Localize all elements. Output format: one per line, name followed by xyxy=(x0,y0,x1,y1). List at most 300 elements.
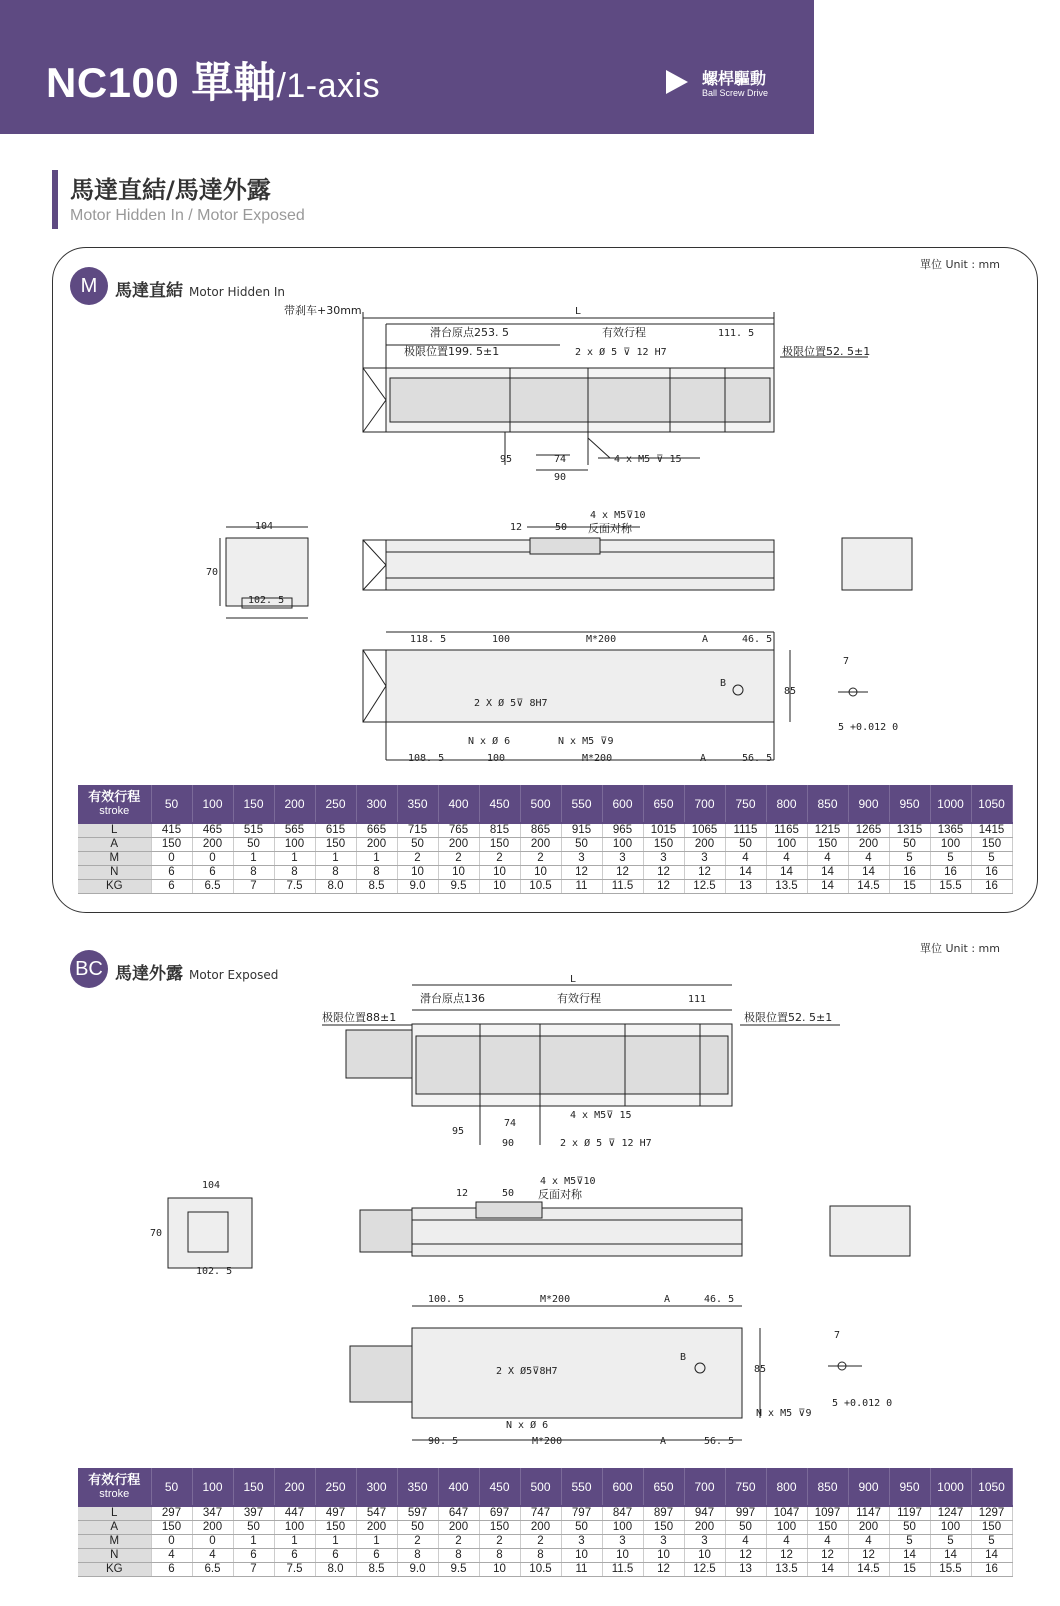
table-cell: 6 xyxy=(274,1549,315,1563)
table-cell: 3 xyxy=(561,852,602,866)
table-cell: 8 xyxy=(479,1549,520,1563)
table-cell: 8 xyxy=(397,1549,438,1563)
table-cell: 14 xyxy=(807,1563,848,1577)
sym2-label: 反面对称 xyxy=(538,1188,582,1201)
table-cell: 50 xyxy=(561,1521,602,1535)
table-cell: 2 xyxy=(397,852,438,866)
stroke-col-header: 550 xyxy=(561,785,602,823)
A2-label: A xyxy=(700,753,707,764)
table-cell: 8 xyxy=(233,866,274,880)
table-cell: 10 xyxy=(643,1549,684,1563)
A2-2-label: A xyxy=(660,1436,667,1447)
table-cell: 12 xyxy=(807,1549,848,1563)
table-cell: 100 xyxy=(766,1521,807,1535)
stroke-col-header: 150 xyxy=(233,785,274,823)
row-label: M xyxy=(78,1535,151,1549)
row-label: A xyxy=(78,1521,151,1535)
table-cell: 12 xyxy=(602,866,643,880)
table-cell: 100 xyxy=(274,838,315,852)
table-cell: 15.5 xyxy=(930,1563,971,1577)
table-cell: 8.0 xyxy=(315,880,356,894)
table-cell: 1 xyxy=(274,1535,315,1549)
table-cell: 8 xyxy=(356,866,397,880)
brake-block xyxy=(363,368,386,432)
table-cell: 50 xyxy=(889,838,930,852)
table-cell: 3 xyxy=(643,852,684,866)
table-cell: 12 xyxy=(643,1563,684,1577)
table-cell: 965 xyxy=(602,823,643,838)
table-cell: 815 xyxy=(479,823,520,838)
table-cell: 150 xyxy=(479,1521,520,1535)
table-cell: 4 xyxy=(725,852,766,866)
table-cell: 3 xyxy=(602,1535,643,1549)
motor-block-top xyxy=(346,1030,412,1078)
table-cell: 5 xyxy=(889,852,930,866)
table-cell: 12 xyxy=(766,1549,807,1563)
table-cell: 200 xyxy=(356,1521,397,1535)
sym-label: 反面对称 xyxy=(588,522,632,535)
table-cell: 11.5 xyxy=(602,880,643,894)
actuator-body-bottom-2 xyxy=(412,1328,742,1418)
table-cell: 4 xyxy=(151,1549,192,1563)
table-cell: 200 xyxy=(192,1521,233,1535)
m5-10-label: 4 x M5⊽10 xyxy=(590,510,646,521)
table-cell: 13 xyxy=(725,1563,766,1577)
table-cell: 14 xyxy=(807,880,848,894)
table-cell: 10 xyxy=(397,866,438,880)
B-label: B xyxy=(720,678,727,689)
stroke-col-header: 600 xyxy=(602,785,643,823)
table-cell: 200 xyxy=(192,838,233,852)
table-cell: 8 xyxy=(274,866,315,880)
table-cell: 5 xyxy=(971,1535,1012,1549)
table-cell: 1 xyxy=(315,852,356,866)
stroke-col-header: 1000 xyxy=(930,1468,971,1506)
table-cell: 150 xyxy=(807,1521,848,1535)
table-cell: 6 xyxy=(315,1549,356,1563)
table-cell: 11 xyxy=(561,1563,602,1577)
table-cell: 2 xyxy=(479,1535,520,1549)
table-cell: 16 xyxy=(971,880,1012,894)
table-cell: 415 xyxy=(151,823,192,838)
d905-label: 90. 5 xyxy=(428,1436,459,1447)
unit-label: 單位 Unit : mm xyxy=(919,258,1000,271)
table-cell: 200 xyxy=(848,1521,889,1535)
d100a-label: 100 xyxy=(492,634,511,645)
table-cell: 1147 xyxy=(848,1506,889,1521)
d1085-label: 108. 5 xyxy=(408,753,445,764)
table-cell: 14 xyxy=(971,1549,1012,1563)
stroke-col-header: 700 xyxy=(684,1468,725,1506)
table-cell: 50 xyxy=(397,1521,438,1535)
table-cell: 4 xyxy=(766,1535,807,1549)
table-cell: 1065 xyxy=(684,823,725,838)
drive-type-en: Ball Screw Drive xyxy=(702,88,769,98)
d90-label: 90 xyxy=(554,472,567,483)
stroke-col-header: 350 xyxy=(397,785,438,823)
table-cell: 2 xyxy=(520,1535,561,1549)
stroke-col-header: 600 xyxy=(602,1468,643,1506)
table-cell: 765 xyxy=(438,823,479,838)
stroke-col-header: 250 xyxy=(315,1468,356,1506)
d95-label: 95 xyxy=(500,454,513,465)
table-cell: 797 xyxy=(561,1506,602,1521)
spec-table-hidden xyxy=(78,785,1013,894)
table-cell: 8.0 xyxy=(315,1563,356,1577)
motor-exposed-title: 馬達外露 Motor Exposed xyxy=(115,964,279,984)
d85-2-label: 85 xyxy=(754,1364,767,1375)
d95-2-label: 95 xyxy=(452,1126,465,1137)
table-cell: 16 xyxy=(889,866,930,880)
table-cell: 8 xyxy=(438,1549,479,1563)
stroke-col-header: 550 xyxy=(561,1468,602,1506)
stroke-col-header: 300 xyxy=(356,1468,397,1506)
table-cell: 14.5 xyxy=(848,1563,889,1577)
stroke-header: 有效行程 stroke xyxy=(78,1468,151,1506)
table-cell: 7.5 xyxy=(274,880,315,894)
table-cell: 3 xyxy=(684,1535,725,1549)
end-view-left-2 xyxy=(168,1198,252,1268)
table-cell: 100 xyxy=(930,838,971,852)
m5-10-2-label: 4 x M5⊽10 xyxy=(540,1176,596,1187)
origin-label: 滑台原点253. 5 xyxy=(430,326,509,339)
table-cell: 200 xyxy=(438,1521,479,1535)
table-cell: 8 xyxy=(520,1549,561,1563)
stroke-col-header: 1050 xyxy=(971,785,1012,823)
table-cell: 200 xyxy=(848,838,889,852)
table-cell: 0 xyxy=(192,852,233,866)
table-cell: 100 xyxy=(766,838,807,852)
A1-2-label: A xyxy=(664,1294,671,1305)
table-cell: 1197 xyxy=(889,1506,930,1521)
d7-label: 7 xyxy=(843,656,850,667)
table-cell: 9.0 xyxy=(397,880,438,894)
A1-label: A xyxy=(702,634,709,645)
row-label: KG xyxy=(78,1563,151,1577)
table-cell: 16 xyxy=(971,866,1012,880)
table-cell: 14 xyxy=(848,866,889,880)
d50-2-label: 50 xyxy=(502,1188,515,1199)
table-cell: 715 xyxy=(397,823,438,838)
table-cell: 6 xyxy=(151,866,192,880)
table-cell: 100 xyxy=(602,838,643,852)
d70-2-label: 70 xyxy=(150,1228,163,1239)
limit-right-label: 极限位置52. 5±1 xyxy=(782,345,871,358)
stroke-col-header: 750 xyxy=(725,785,766,823)
stroke-col-header: 700 xyxy=(684,785,725,823)
table-cell: 6 xyxy=(151,880,192,894)
table-cell: 4 xyxy=(848,1535,889,1549)
table-cell: 12.5 xyxy=(684,880,725,894)
table-cell: 697 xyxy=(479,1506,520,1521)
nhole2-label: N x Ø 6 xyxy=(506,1420,549,1431)
m5-15-label: 4 x M5 ⊽ 15 xyxy=(614,454,682,465)
table-cell: 10.5 xyxy=(520,880,561,894)
table-cell: 8 xyxy=(315,866,356,880)
table-row xyxy=(78,1549,1012,1563)
table-cell: 947 xyxy=(684,1506,725,1521)
drive-type-zh: 螺桿驅動 xyxy=(702,69,767,88)
table-cell: 4 xyxy=(807,1535,848,1549)
table-cell: 11.5 xyxy=(602,1563,643,1577)
table-cell: 14.5 xyxy=(848,880,889,894)
table-cell: 13.5 xyxy=(766,1563,807,1577)
hole-pin2-label: 2 x Ø 5 ⊽ 12 H7 xyxy=(560,1138,652,1149)
table-cell: 297 xyxy=(151,1506,192,1521)
limit-right2-label: 极限位置52. 5±1 xyxy=(744,1011,833,1024)
stroke-col-header: 900 xyxy=(848,1468,889,1506)
brake-label: 带刹车+30mm xyxy=(284,304,362,317)
d74-2-label: 74 xyxy=(504,1118,517,1129)
stroke-col-header: 50 xyxy=(151,785,192,823)
table-cell: 50 xyxy=(725,838,766,852)
table-cell: 10 xyxy=(479,1563,520,1577)
row-label: N xyxy=(78,1549,151,1563)
table-cell: 200 xyxy=(520,838,561,852)
table-cell: 50 xyxy=(725,1521,766,1535)
row-label: L xyxy=(78,823,151,838)
table-cell: 50 xyxy=(233,1521,274,1535)
table-cell: 8.5 xyxy=(356,880,397,894)
table-cell: 100 xyxy=(274,1521,315,1535)
actuator-body-side-2 xyxy=(412,1208,742,1256)
motor-hidden-badge: M xyxy=(70,267,108,305)
stroke-col-header: 850 xyxy=(807,785,848,823)
table-cell: 150 xyxy=(151,838,192,852)
d465-label: 46. 5 xyxy=(742,634,773,645)
table-cell: 547 xyxy=(356,1506,397,1521)
table-cell: 12.5 xyxy=(684,1563,725,1577)
stroke-col-header: 850 xyxy=(807,1468,848,1506)
stroke-col-header: 650 xyxy=(643,785,684,823)
section-title-zh: 馬達直結/馬達外露 xyxy=(70,176,271,204)
table-cell: 1415 xyxy=(971,823,1012,838)
table-cell: 0 xyxy=(192,1535,233,1549)
spec-table-exposed xyxy=(78,1468,1013,1577)
table-cell: 915 xyxy=(561,823,602,838)
table-cell: 150 xyxy=(971,838,1012,852)
table-cell: 1 xyxy=(356,1535,397,1549)
table-cell: 565 xyxy=(274,823,315,838)
table-cell: 150 xyxy=(643,1521,684,1535)
d1025-2-label: 102. 5 xyxy=(196,1266,233,1277)
table-cell: 6 xyxy=(151,1563,192,1577)
row-label: KG xyxy=(78,880,151,894)
table-cell: 14 xyxy=(807,866,848,880)
m200b-label: M*200 xyxy=(582,753,613,764)
nm5-2-label: N x M5 ⊽9 xyxy=(756,1408,812,1419)
table-cell: 1 xyxy=(233,1535,274,1549)
stroke-col-header: 800 xyxy=(766,1468,807,1506)
table-cell: 615 xyxy=(315,823,356,838)
table-cell: 5 xyxy=(930,1535,971,1549)
table-cell: 16 xyxy=(930,866,971,880)
table-cell: 14 xyxy=(766,866,807,880)
stroke-header: 有效行程 stroke xyxy=(78,785,151,823)
table-cell: 6 xyxy=(233,1549,274,1563)
limit-left-label: 极限位置199. 5±1 xyxy=(404,345,500,358)
table-row xyxy=(78,880,1012,894)
stroke-col-header: 50 xyxy=(151,1468,192,1506)
table-cell: 1 xyxy=(356,852,397,866)
table-cell: 150 xyxy=(479,838,520,852)
table-cell: 3 xyxy=(602,852,643,866)
table-cell: 9.0 xyxy=(397,1563,438,1577)
table-row xyxy=(78,838,1012,852)
table-cell: 10 xyxy=(561,1549,602,1563)
motor-exposed-badge: BC xyxy=(70,950,108,988)
d565-2-label: 56. 5 xyxy=(704,1436,735,1447)
stroke2-label: 有效行程 xyxy=(557,992,601,1005)
table-cell: 647 xyxy=(438,1506,479,1521)
table-row xyxy=(78,866,1012,880)
table-cell: 1247 xyxy=(930,1506,971,1521)
table-cell: 2 xyxy=(479,852,520,866)
table-cell: 50 xyxy=(397,838,438,852)
table-cell: 11 xyxy=(561,880,602,894)
d100b-label: 100 xyxy=(487,753,506,764)
table-cell: 150 xyxy=(643,838,684,852)
table-cell: 897 xyxy=(643,1506,684,1521)
table-cell: 10 xyxy=(520,866,561,880)
stroke-col-header: 500 xyxy=(520,1468,561,1506)
table-cell: 13.5 xyxy=(766,880,807,894)
d465-2-label: 46. 5 xyxy=(704,1294,735,1305)
table-cell: 1 xyxy=(315,1535,356,1549)
table-cell: 13 xyxy=(725,880,766,894)
table-cell: 1265 xyxy=(848,823,889,838)
table-cell: 15 xyxy=(889,880,930,894)
table-cell: 150 xyxy=(807,838,848,852)
row-label: N xyxy=(78,866,151,880)
d85-label: 85 xyxy=(784,686,797,697)
motor-hidden-title: 馬達直結 Motor Hidden In xyxy=(115,281,286,301)
stroke-col-header: 150 xyxy=(233,1468,274,1506)
table-cell: 3 xyxy=(561,1535,602,1549)
table-cell: 6 xyxy=(356,1549,397,1563)
table-cell: 12 xyxy=(643,866,684,880)
table-cell: 4 xyxy=(766,852,807,866)
m200a2-label: M*200 xyxy=(540,1294,571,1305)
table-row xyxy=(78,1506,1012,1521)
table-cell: 1 xyxy=(233,852,274,866)
right-end2-label: 111 xyxy=(688,994,707,1005)
table-cell: 200 xyxy=(684,1521,725,1535)
table-cell: 1115 xyxy=(725,823,766,838)
table-cell: 9.5 xyxy=(438,1563,479,1577)
actuator-body-bottom xyxy=(386,650,774,722)
d7-2-label: 7 xyxy=(834,1330,841,1341)
table-cell: 4 xyxy=(848,852,889,866)
table-cell: 9.5 xyxy=(438,880,479,894)
table-row xyxy=(78,1521,1012,1535)
table-cell: 12 xyxy=(561,866,602,880)
stroke-col-header: 450 xyxy=(479,1468,520,1506)
table-cell: 15 xyxy=(889,1563,930,1577)
table-cell: 665 xyxy=(356,823,397,838)
d1185-label: 118. 5 xyxy=(410,634,447,645)
table-cell: 10 xyxy=(438,866,479,880)
table-cell: 10 xyxy=(602,1549,643,1563)
table-cell: 1165 xyxy=(766,823,807,838)
stroke-col-header: 400 xyxy=(438,1468,479,1506)
stroke-col-header: 1050 xyxy=(971,1468,1012,1506)
stroke-col-header: 450 xyxy=(479,785,520,823)
stroke-col-header: 950 xyxy=(889,785,930,823)
table-cell: 50 xyxy=(561,838,602,852)
table-cell: 2 xyxy=(397,1535,438,1549)
table-cell: 2 xyxy=(438,1535,479,1549)
table-cell: 200 xyxy=(684,838,725,852)
table-cell: 347 xyxy=(192,1506,233,1521)
table-cell: 7 xyxy=(233,1563,274,1577)
stroke-col-header: 500 xyxy=(520,785,561,823)
table-row xyxy=(78,1535,1012,1549)
table-cell: 597 xyxy=(397,1506,438,1521)
table-cell: 1297 xyxy=(971,1506,1012,1521)
page-title: NC100 單軸/1-axis xyxy=(46,59,381,106)
table-cell: 497 xyxy=(315,1506,356,1521)
stroke-col-header: 200 xyxy=(274,1468,315,1506)
d104-label: 104 xyxy=(255,521,274,532)
table-row xyxy=(78,1563,1012,1577)
table-cell: 1365 xyxy=(930,823,971,838)
stroke-col-header: 400 xyxy=(438,785,479,823)
table-cell: 6.5 xyxy=(192,880,233,894)
table-cell: 515 xyxy=(233,823,274,838)
table-cell: 10.5 xyxy=(520,1563,561,1577)
stroke-col-header: 650 xyxy=(643,1468,684,1506)
table-cell: 4 xyxy=(807,852,848,866)
table-cell: 7 xyxy=(233,880,274,894)
right-end-label: 111. 5 xyxy=(718,328,755,339)
table-cell: 150 xyxy=(315,838,356,852)
table-cell: 0 xyxy=(151,1535,192,1549)
d1005-label: 100. 5 xyxy=(428,1294,465,1305)
stroke-col-header: 800 xyxy=(766,785,807,823)
table-cell: 997 xyxy=(725,1506,766,1521)
d70-label: 70 xyxy=(206,567,219,578)
table-cell: 2 xyxy=(520,852,561,866)
table-cell: 12 xyxy=(725,1549,766,1563)
table-cell: 150 xyxy=(151,1521,192,1535)
L-label: L xyxy=(575,306,582,317)
table-cell: 100 xyxy=(930,1521,971,1535)
nhole-label: N x Ø 6 xyxy=(468,736,511,747)
stroke-col-header: 950 xyxy=(889,1468,930,1506)
section-title-en: Motor Hidden In / Motor Exposed xyxy=(70,207,305,224)
stroke-label: 有效行程 xyxy=(602,326,646,339)
table-cell: 5 xyxy=(930,852,971,866)
d1025-label: 102. 5 xyxy=(248,595,285,606)
m200a-label: M*200 xyxy=(586,634,617,645)
d50-label: 50 xyxy=(555,522,568,533)
stroke-col-header: 900 xyxy=(848,785,889,823)
table-cell: 100 xyxy=(602,1521,643,1535)
table-cell: 150 xyxy=(315,1521,356,1535)
table-cell: 10 xyxy=(479,880,520,894)
table-cell: 0 xyxy=(151,852,192,866)
table-cell: 14 xyxy=(725,866,766,880)
table-cell: 1215 xyxy=(807,823,848,838)
table-cell: 200 xyxy=(356,838,397,852)
table-cell: 3 xyxy=(684,852,725,866)
table-cell: 5 xyxy=(889,1535,930,1549)
table-cell: 7.5 xyxy=(274,1563,315,1577)
pin8-2-label: 2 X Ø5⊽8H7 xyxy=(496,1366,558,1377)
table-cell: 50 xyxy=(233,838,274,852)
table-row xyxy=(78,852,1012,866)
